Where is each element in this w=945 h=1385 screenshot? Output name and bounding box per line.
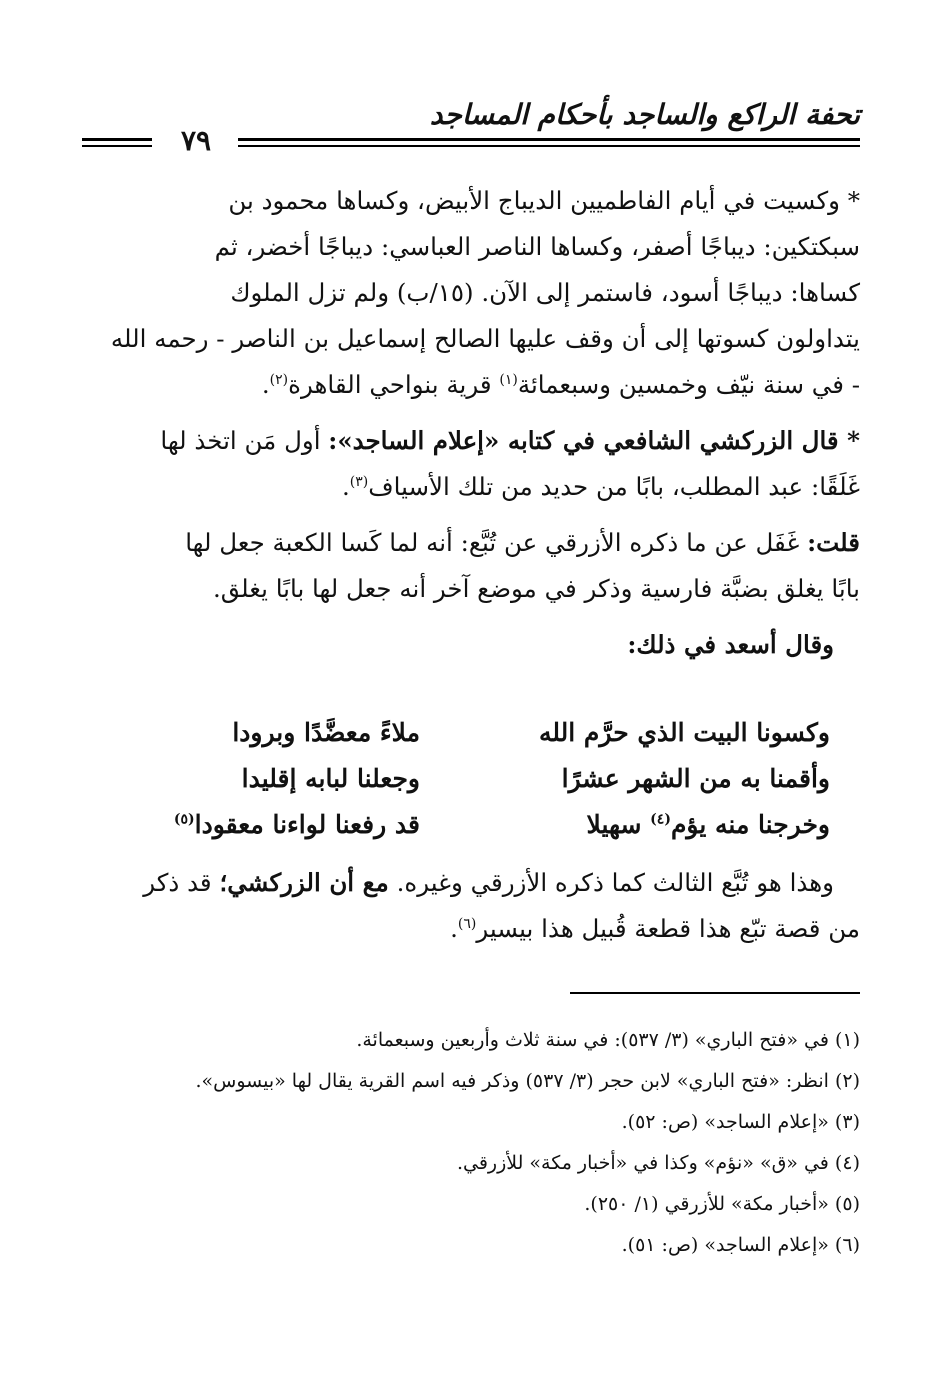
text-line: سبكتكين: ديباجًا أصفر، وكساها الناصر العباسي: ديباجًا أخضر، ثم	[214, 232, 860, 261]
text-segment: .	[261, 370, 270, 399]
text-segment: .	[341, 472, 350, 501]
footnotes	[82, 1020, 860, 1266]
bold-phrase: مع أن الزركشي؛	[219, 868, 389, 897]
body-text-continued	[82, 860, 860, 962]
text-line: * وكسيت في أيام الفاطميين الديباج الأبيض، وكساها محمود بن	[228, 186, 860, 215]
text-segment: وخرجنا منه يؤم	[670, 810, 830, 839]
paragraph-2	[82, 418, 860, 510]
text-segment: .	[450, 914, 458, 943]
verse-block	[110, 710, 830, 848]
paragraph-3	[82, 520, 860, 612]
text-line	[82, 464, 860, 510]
text-line: يتداولون كسوتها إلى أن وقف عليها الصالح إسماعيل بن الناصر - رحمه الله	[110, 324, 860, 353]
text-line	[82, 906, 860, 952]
bold-lead: قلت:	[807, 528, 860, 557]
verse-hemistich-second	[110, 802, 420, 848]
text-line: بابًا يغلق بضبَّة فارسية وذكر في موضع آخر أنه جعل لها بابًا يغلق.	[212, 574, 860, 603]
verse-hemistich-second: ملاءً معضَّدًا وبرودا	[232, 718, 420, 747]
text-line	[82, 860, 860, 906]
footnote-ref[interactable]: (٢)	[269, 371, 289, 388]
footnote: (١) في «فتح الباري» (٣/ ٥٣٧): في سنة ثلاث وأربعين وسبعمائة.	[356, 1029, 860, 1051]
text-segment: غَلَقًا: عبد المطلب، بابًا من حديد من تلك الأسياف	[368, 472, 860, 501]
verse-line	[110, 802, 830, 848]
text-line	[82, 520, 860, 566]
verse-hemistich-first: وكسونا البيت الذي حرَّم الله	[538, 718, 830, 747]
text-segment: من قصة تبّع هذا قطعة قُبيل هذا بيسير	[476, 914, 860, 943]
paragraph-4	[82, 622, 860, 668]
text-segment: أول مَن اتخذ لها	[160, 426, 329, 455]
text-line	[82, 418, 860, 464]
verse-hemistich-first	[450, 802, 830, 848]
verse-hemistich-second: وجعلنا لبابه إقليدا	[241, 764, 420, 793]
text-segment: قد رفعنا لواءنا معقودا	[194, 810, 420, 839]
text-segment: - في سنة نيّف وخمسين وسبعمائة	[517, 370, 860, 399]
paragraph-5	[82, 860, 860, 952]
footnote-ref[interactable]: (٣)	[349, 473, 369, 490]
verse-hemistich-first: وأقمنا به من الشهر عشرًا	[561, 764, 830, 793]
running-title: تحفة الراكع والساجد بأحكام المساجد	[429, 98, 860, 131]
footnote: (٦) «إعلام الساجد» (ص: ٥١).	[621, 1234, 860, 1256]
footnote-ref[interactable]: (٥)	[173, 811, 195, 828]
verse-line	[110, 710, 830, 756]
body-text	[82, 178, 860, 678]
text-segment: سهيلا	[586, 810, 651, 839]
footnote: (٣) «إعلام الساجد» (ص: ٥٢).	[621, 1111, 860, 1133]
footnote-ref[interactable]: (٤)	[650, 811, 671, 828]
header-rule	[238, 138, 860, 141]
verse-intro: وقال أسعد في ذلك:	[627, 630, 834, 659]
footnote-ref[interactable]: (١)	[499, 371, 518, 388]
bold-lead: * قال الزركشي الشافعي في كتابه «إعلام الساجد»:	[328, 426, 860, 455]
text-segment: وهذا هو تُبَّع الثالث كما ذكره الأزرقي وغيره.	[388, 868, 834, 897]
text-line: كساها: ديباجًا أسود، فاستمر إلى الآن. (١٥/ب) ولم تزل الملوك	[230, 278, 860, 307]
text-segment: غَفَل عن ما ذكره الأزرقي عن تُبَّع: أنه لما كَسا الكعبة جعل لها	[185, 528, 808, 557]
text-segment: قد ذكر	[143, 868, 220, 897]
footnote: (٥) «أخبار مكة» للأزرقي (١/ ٢٥٠).	[584, 1193, 860, 1215]
text-segment: قرية بنواحي القاهرة	[288, 370, 500, 399]
footnote-ref[interactable]: (٦)	[457, 915, 477, 932]
paragraph-1	[82, 178, 860, 408]
text-line	[82, 362, 860, 408]
footnote: (٤) في «ق» «نؤم» وكذا في «أخبار مكة» للأزرقي.	[456, 1152, 860, 1174]
footnote: (٢) انظر: «فتح الباري» لابن حجر (٣/ ٥٣٧) وذكر فيه اسم القرية يقال لها «بيسوس».	[195, 1070, 860, 1092]
header-rule-short	[82, 138, 152, 141]
verse-line	[110, 756, 830, 802]
page-number: ٧٩	[180, 124, 212, 157]
header-rule-short	[82, 145, 152, 147]
footnote-separator	[570, 992, 860, 994]
header-rule	[238, 145, 860, 147]
